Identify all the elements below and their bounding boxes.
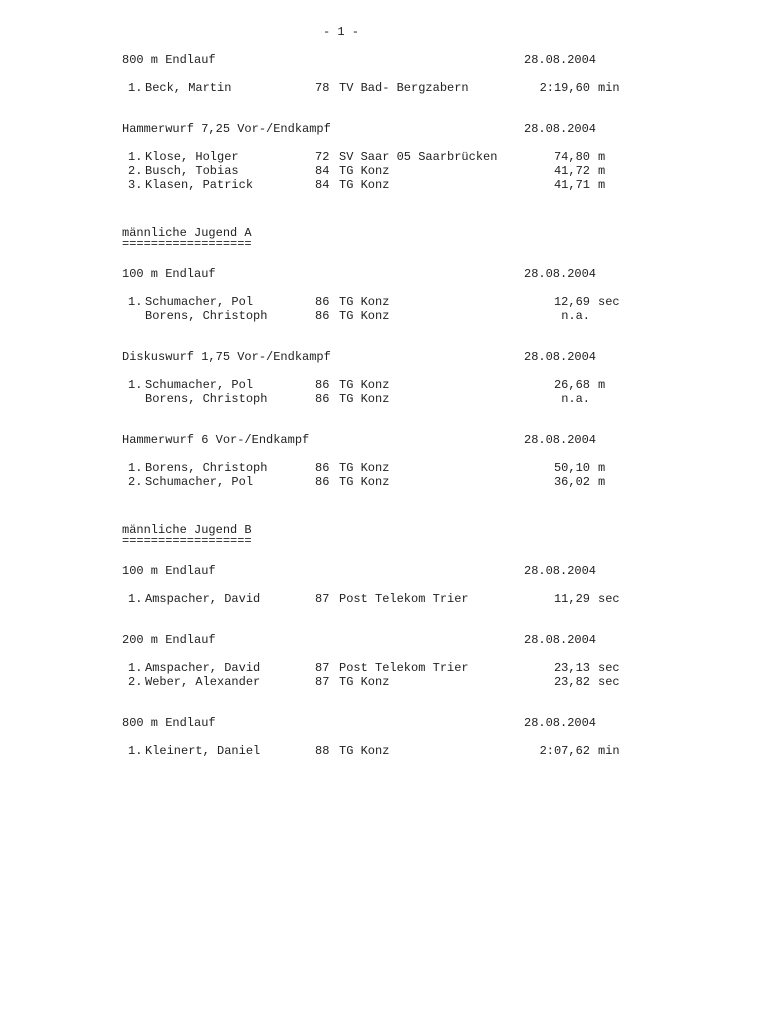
athlete-name: Beck, Martin <box>145 81 232 95</box>
athlete-name: Weber, Alexander <box>145 675 261 689</box>
section-underline: ================== <box>122 534 252 548</box>
club-name: TG Konz <box>339 378 390 392</box>
club-name: TG Konz <box>339 309 390 323</box>
athlete-name: Kleinert, Daniel <box>145 744 261 758</box>
result-value: 23,82 <box>553 675 590 689</box>
page-number: - 1 - <box>323 25 360 39</box>
result-unit: m <box>598 461 606 475</box>
result-unit: sec <box>598 295 620 309</box>
result-rank: 2. <box>128 164 143 178</box>
result-value: 2:19,60 <box>539 81 590 95</box>
result-value: 41,71 <box>553 178 590 192</box>
event-title: Hammerwurf 7,25 Vor-/Endkampf <box>122 122 331 136</box>
club-name: TG Konz <box>339 475 390 489</box>
club-name: Post Telekom Trier <box>339 592 469 606</box>
birth-year: 87 <box>315 592 330 606</box>
event-title: 800 m Endlauf <box>122 53 216 67</box>
result-unit: m <box>598 178 606 192</box>
result-value: 12,69 <box>553 295 590 309</box>
result-value: n.a. <box>561 309 590 323</box>
result-unit: min <box>598 744 620 758</box>
section-underline: ================== <box>122 237 252 251</box>
event-title: 800 m Endlauf <box>122 716 216 730</box>
event-date: 28.08.2004 <box>524 633 597 647</box>
birth-year: 86 <box>315 295 330 309</box>
club-name: TG Konz <box>339 675 390 689</box>
section-heading: männliche Jugend B <box>122 523 252 537</box>
result-value: 36,02 <box>553 475 590 489</box>
birth-year: 88 <box>315 744 330 758</box>
athlete-name: Schumacher, Pol <box>145 378 254 392</box>
event-date: 28.08.2004 <box>524 122 597 136</box>
club-name: TG Konz <box>339 295 390 309</box>
result-unit: m <box>598 475 606 489</box>
event-date: 28.08.2004 <box>524 716 597 730</box>
result-value: 11,29 <box>553 592 590 606</box>
result-unit: sec <box>598 661 620 675</box>
birth-year: 84 <box>315 164 330 178</box>
athlete-name: Borens, Christoph <box>145 309 268 323</box>
result-value: 74,80 <box>553 150 590 164</box>
club-name: TG Konz <box>339 178 390 192</box>
result-rank: 3. <box>128 178 143 192</box>
result-value: 23,13 <box>553 661 590 675</box>
result-value: 2:07,62 <box>539 744 590 758</box>
result-rank: 1. <box>128 378 143 392</box>
result-rank: 1. <box>128 461 143 475</box>
birth-year: 87 <box>315 661 330 675</box>
result-rank: 1. <box>128 592 143 606</box>
birth-year: 86 <box>315 475 330 489</box>
birth-year: 87 <box>315 675 330 689</box>
result-rank: 1. <box>128 744 143 758</box>
athlete-name: Klasen, Patrick <box>145 178 254 192</box>
event-date: 28.08.2004 <box>524 564 597 578</box>
club-name: TG Konz <box>339 461 390 475</box>
event-title: 100 m Endlauf <box>122 564 216 578</box>
birth-year: 86 <box>315 461 330 475</box>
result-value: 41,72 <box>553 164 590 178</box>
club-name: Post Telekom Trier <box>339 661 469 675</box>
result-value: 26,68 <box>553 378 590 392</box>
birth-year: 86 <box>315 378 330 392</box>
result-rank: 2. <box>128 475 143 489</box>
athlete-name: Borens, Christoph <box>145 461 268 475</box>
section-heading: männliche Jugend A <box>122 226 252 240</box>
birth-year: 84 <box>315 178 330 192</box>
result-unit: sec <box>598 675 620 689</box>
result-unit: m <box>598 378 606 392</box>
result-unit: m <box>598 164 606 178</box>
athlete-name: Busch, Tobias <box>145 164 239 178</box>
birth-year: 78 <box>315 81 330 95</box>
athlete-name: Schumacher, Pol <box>145 475 254 489</box>
birth-year: 86 <box>315 309 330 323</box>
athlete-name: Schumacher, Pol <box>145 295 254 309</box>
event-title: Diskuswurf 1,75 Vor-/Endkampf <box>122 350 331 364</box>
result-value: n.a. <box>561 392 590 406</box>
athlete-name: Borens, Christoph <box>145 392 268 406</box>
result-rank: 1. <box>128 150 143 164</box>
result-rank: 1. <box>128 295 143 309</box>
birth-year: 72 <box>315 150 330 164</box>
result-unit: m <box>598 150 606 164</box>
club-name: TG Konz <box>339 744 390 758</box>
result-unit: sec <box>598 592 620 606</box>
result-rank: 1. <box>128 81 143 95</box>
club-name: TG Konz <box>339 164 390 178</box>
athlete-name: Amspacher, David <box>145 661 261 675</box>
club-name: TG Konz <box>339 392 390 406</box>
event-date: 28.08.2004 <box>524 350 597 364</box>
event-title: 100 m Endlauf <box>122 267 216 281</box>
event-date: 28.08.2004 <box>524 267 597 281</box>
club-name: SV Saar 05 Saarbrücken <box>339 150 498 164</box>
athlete-name: Klose, Holger <box>145 150 239 164</box>
result-rank: 1. <box>128 661 143 675</box>
birth-year: 86 <box>315 392 330 406</box>
event-date: 28.08.2004 <box>524 53 597 67</box>
result-unit: min <box>598 81 620 95</box>
result-value: 50,10 <box>553 461 590 475</box>
athlete-name: Amspacher, David <box>145 592 261 606</box>
result-rank: 2. <box>128 675 143 689</box>
event-title: Hammerwurf 6 Vor-/Endkampf <box>122 433 310 447</box>
club-name: TV Bad- Bergzabern <box>339 81 469 95</box>
event-date: 28.08.2004 <box>524 433 597 447</box>
event-title: 200 m Endlauf <box>122 633 216 647</box>
